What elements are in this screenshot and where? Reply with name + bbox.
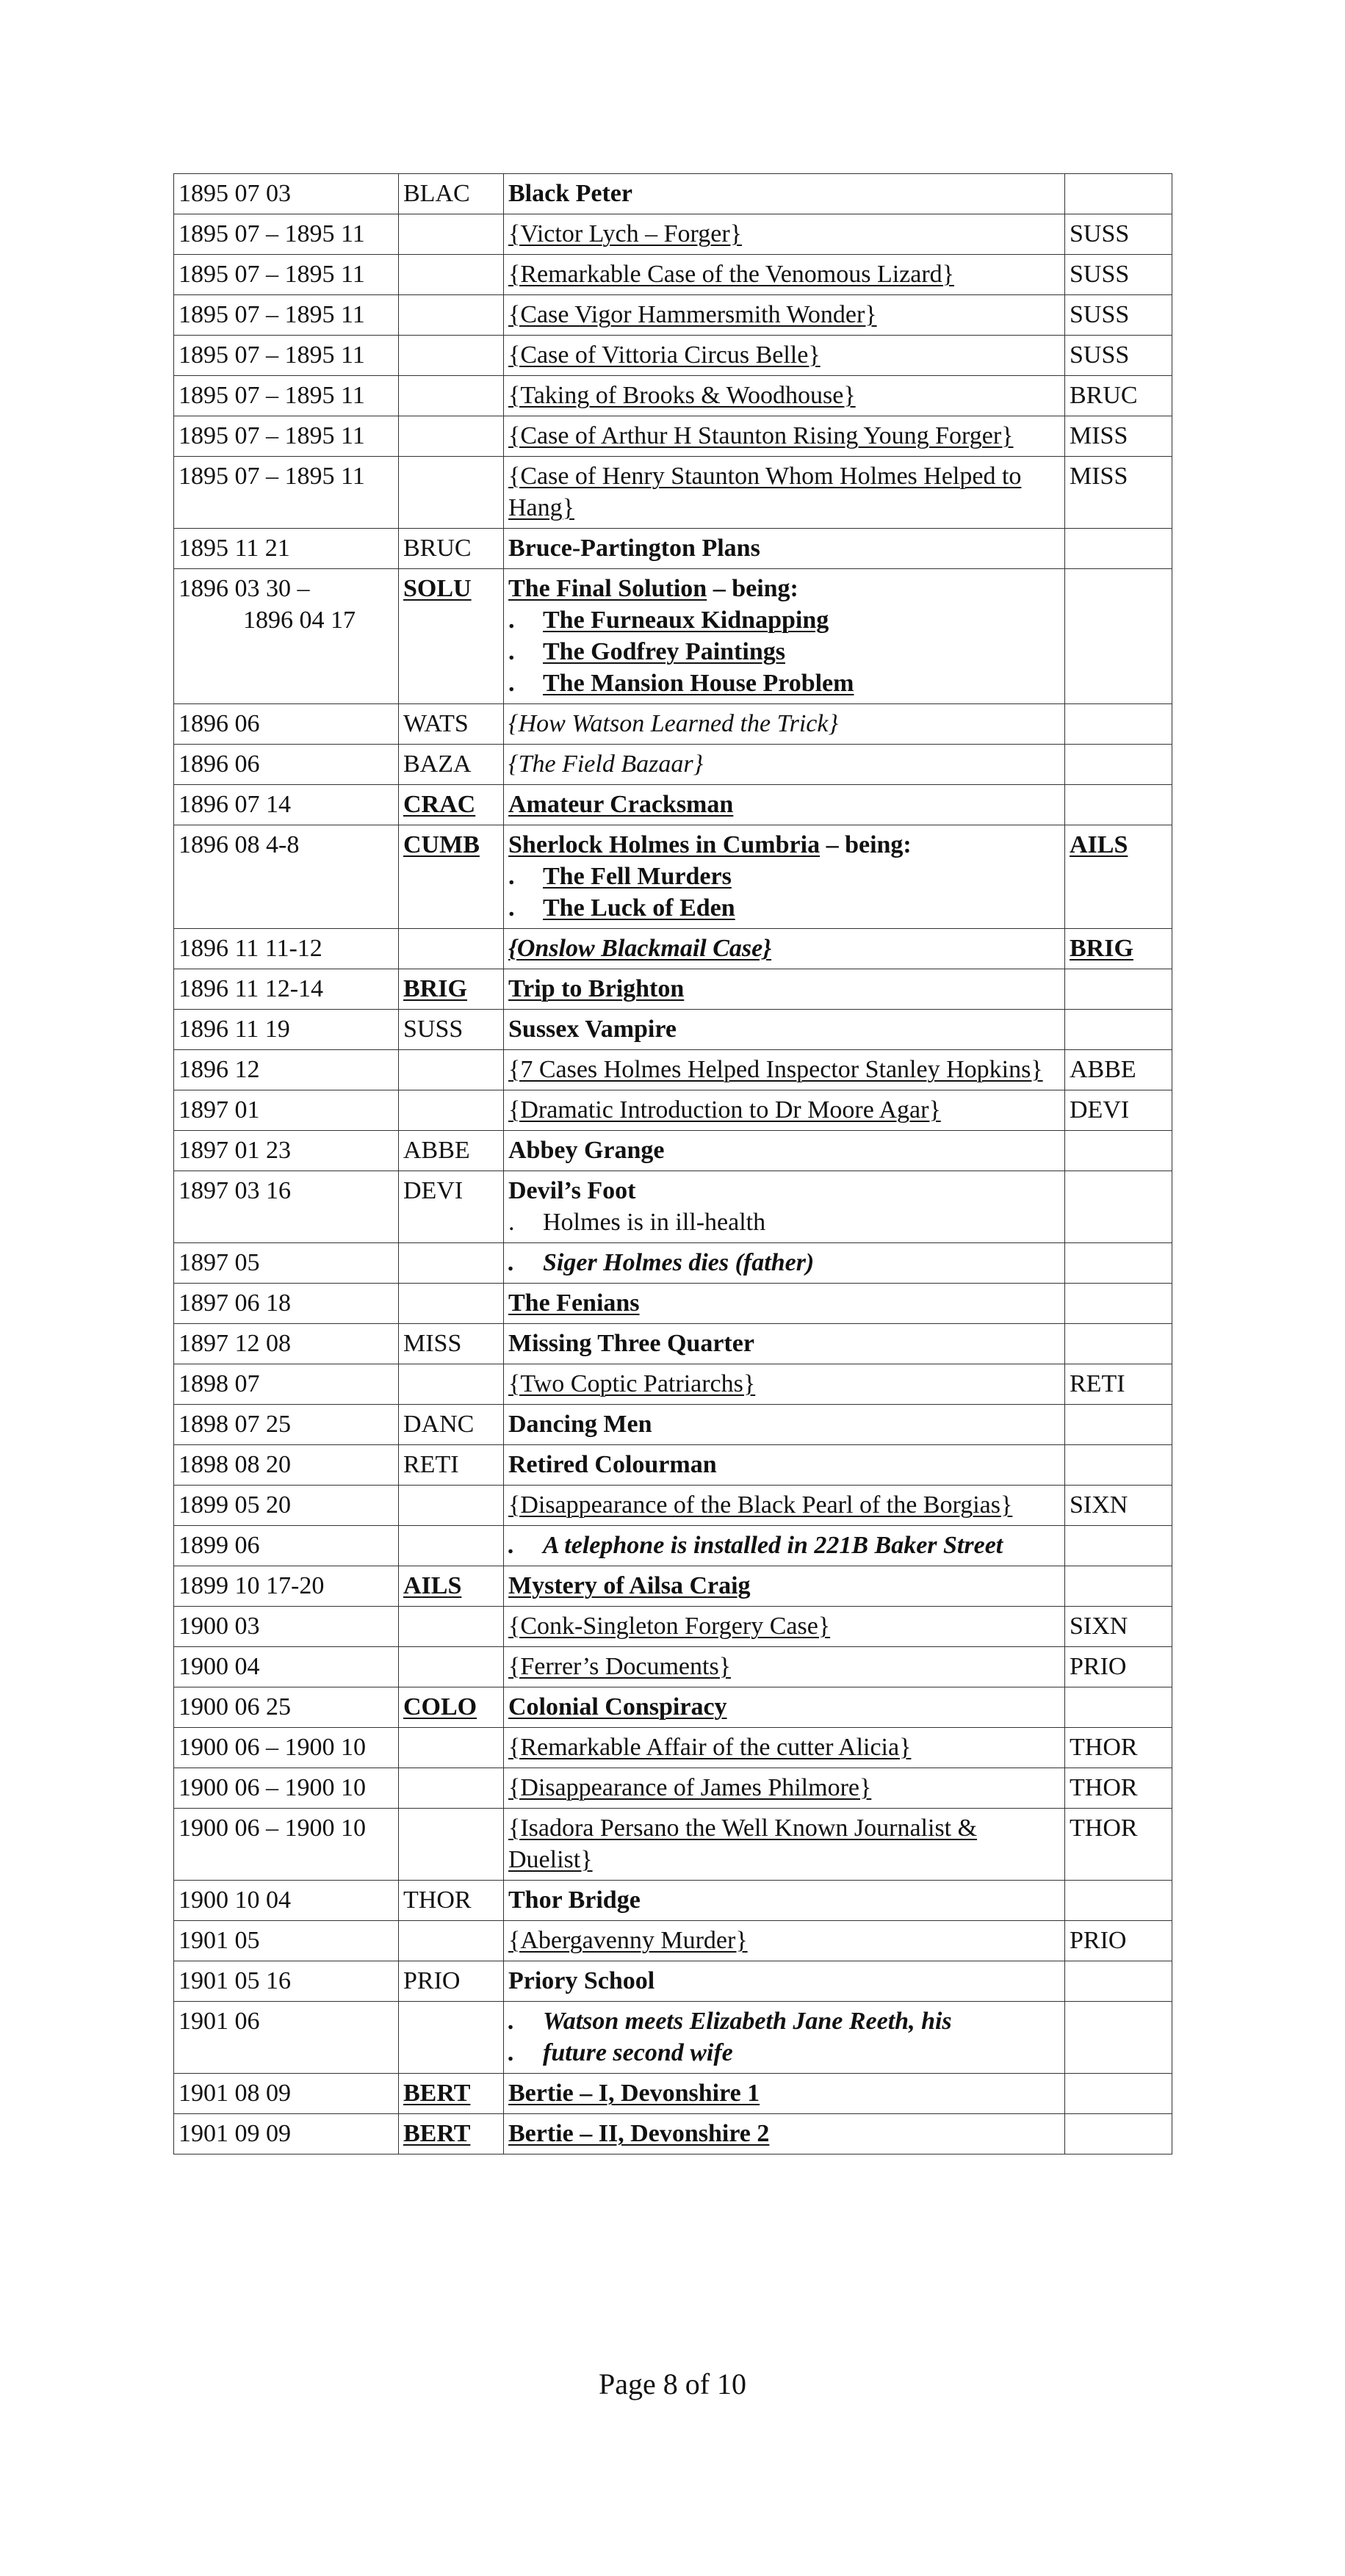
table-row	[174, 1607, 1172, 1647]
title-cell	[504, 929, 1065, 969]
story-title: Devil’s Foot	[508, 1177, 636, 1204]
date-cell: 1895 07 – 1895 11	[174, 416, 399, 457]
untold-case-link[interactable]: {Two Coptic Patriarchs}	[508, 1370, 756, 1397]
code-cell	[399, 2002, 504, 2074]
table-row	[174, 1243, 1172, 1284]
table-row	[174, 174, 1172, 214]
code-cell	[399, 376, 504, 416]
date-cell: 1896 11 11-12	[174, 929, 399, 969]
date-cell: 1900 04	[174, 1647, 399, 1687]
date-cell: 1901 08 09	[174, 2074, 399, 2114]
code-cell	[399, 1090, 504, 1131]
code-cell	[399, 1050, 504, 1090]
story-title[interactable]: Mystery of Ailsa Craig	[508, 1572, 751, 1599]
date-cell: 1900 10 04	[174, 1881, 399, 1921]
table-row	[174, 929, 1172, 969]
story-title: Sussex Vampire	[508, 1016, 677, 1043]
sub-item-label[interactable]: The Luck of Eden	[543, 894, 735, 922]
ref-cell	[1065, 1526, 1172, 1566]
date-cell: 1895 07 – 1895 11	[174, 336, 399, 376]
code-cell: RETI	[399, 1445, 504, 1486]
code-cell	[399, 1921, 504, 1961]
story-code: CRAC	[403, 791, 476, 818]
title-cell	[504, 1687, 1065, 1728]
date-cell: 1898 07 25	[174, 1405, 399, 1445]
event-label: Watson meets Elizabeth Jane Reeth, his	[543, 2008, 952, 2035]
date-cell: 1900 06 25	[174, 1687, 399, 1728]
table-row	[174, 2002, 1172, 2074]
title-cell	[504, 1324, 1065, 1364]
bullet-icon: .	[508, 894, 515, 922]
ref-cell: ABBE	[1065, 1050, 1172, 1090]
code-cell: BRUC	[399, 529, 504, 569]
date-cell: 1895 07 – 1895 11	[174, 214, 399, 255]
table-row	[174, 785, 1172, 825]
story-title[interactable]: Colonial Conspiracy	[508, 1693, 727, 1721]
title-suffix: – being:	[707, 575, 798, 602]
code-cell: WATS	[399, 704, 504, 745]
untold-case-link[interactable]: {Victor Lych – Forger}	[508, 220, 742, 247]
ref-cell	[1065, 1131, 1172, 1171]
code-cell	[399, 1364, 504, 1405]
code-cell: SUSS	[399, 1010, 504, 1050]
ref-cell	[1065, 1010, 1172, 1050]
story-title: Abbey Grange	[508, 1137, 665, 1164]
title-cell	[504, 457, 1065, 529]
ref-cell: SIXN	[1065, 1607, 1172, 1647]
ref-cell: SIXN	[1065, 1486, 1172, 1526]
table-row	[174, 1961, 1172, 2002]
sub-item-label[interactable]: The Godfrey Paintings	[543, 638, 785, 665]
story-code: SOLU	[403, 575, 472, 602]
title-cell	[504, 1364, 1065, 1405]
code-cell	[399, 569, 504, 704]
title-cell	[504, 1961, 1065, 2002]
bullet-icon: .	[508, 863, 515, 890]
table-row	[174, 376, 1172, 416]
ref-cell: SUSS	[1065, 336, 1172, 376]
date-cell: 1899 06	[174, 1526, 399, 1566]
ref-cell	[1065, 2114, 1172, 2154]
code-cell	[399, 295, 504, 336]
bullet-icon: .	[508, 670, 515, 697]
bullet-icon: .	[508, 1249, 515, 1276]
date-cell: 1900 06 – 1900 10	[174, 1728, 399, 1768]
title-cell	[504, 255, 1065, 295]
story-code: BERT	[403, 2080, 471, 2107]
title-cell	[504, 416, 1065, 457]
code-cell: BAZA	[399, 745, 504, 785]
table-row	[174, 457, 1172, 529]
ref-cell: MISS	[1065, 416, 1172, 457]
title-cell	[504, 1405, 1065, 1445]
ref-cell: SUSS	[1065, 214, 1172, 255]
event-note	[508, 2037, 1060, 2069]
code-cell	[399, 214, 504, 255]
title-cell	[504, 1647, 1065, 1687]
ref-code: AILS	[1070, 831, 1128, 858]
title-cell	[504, 1243, 1065, 1284]
table-row	[174, 1921, 1172, 1961]
ref-cell	[1065, 174, 1172, 214]
sub-item-label[interactable]: The Fell Murders	[543, 863, 732, 890]
title-cell	[504, 2114, 1065, 2154]
code-cell: BLAC	[399, 174, 504, 214]
date-cell	[174, 569, 399, 704]
story-title[interactable]: Trip to Brighton	[508, 975, 685, 1002]
code-cell	[399, 1687, 504, 1728]
date-cell: 1895 11 21	[174, 529, 399, 569]
date-cell: 1895 07 – 1895 11	[174, 295, 399, 336]
story-title: Retired Colourman	[508, 1451, 717, 1478]
event-note	[508, 1247, 1060, 1278]
table-row	[174, 1010, 1172, 1050]
date-cell: 1897 06 18	[174, 1284, 399, 1324]
title-cell	[504, 295, 1065, 336]
date-cell: 1899 10 17-20	[174, 1566, 399, 1607]
sub-item	[508, 892, 1060, 924]
table-row	[174, 1566, 1172, 1607]
code-cell	[399, 255, 504, 295]
ref-cell	[1065, 1881, 1172, 1921]
title-cell	[504, 1090, 1065, 1131]
sub-item	[508, 604, 1060, 636]
code-cell	[399, 929, 504, 969]
code-cell	[399, 416, 504, 457]
table-row	[174, 416, 1172, 457]
sub-item	[508, 1206, 1060, 1238]
table-row	[174, 1284, 1172, 1324]
date-cell: 1896 11 12-14	[174, 969, 399, 1010]
date-cell: 1896 12	[174, 1050, 399, 1090]
table-row	[174, 255, 1172, 295]
title-cell	[504, 1921, 1065, 1961]
title-cell	[504, 1728, 1065, 1768]
event-label: Siger Holmes dies (father)	[543, 1249, 815, 1276]
table-row	[174, 1050, 1172, 1090]
ref-cell	[1065, 1284, 1172, 1324]
ref-cell	[1065, 825, 1172, 929]
code-cell	[399, 969, 504, 1010]
untold-case-link[interactable]: {Isadora Persano the Well Known Journalist & Duelist}	[508, 1815, 978, 1873]
title-cell	[504, 1526, 1065, 1566]
title-cell	[504, 969, 1065, 1010]
table-row	[174, 569, 1172, 704]
event-label: future second wife	[543, 2039, 733, 2066]
table-row	[174, 1526, 1172, 1566]
title-cell	[504, 745, 1065, 785]
sub-item	[508, 861, 1060, 892]
table-row	[174, 529, 1172, 569]
code-cell	[399, 1526, 504, 1566]
ref-cell	[1065, 1687, 1172, 1728]
date-start: 1896 03 30 –	[179, 575, 310, 602]
untold-case-link[interactable]: {Conk-Singleton Forgery Case}	[508, 1613, 831, 1640]
ref-cell: THOR	[1065, 1809, 1172, 1881]
ref-cell	[1065, 1171, 1172, 1243]
title-cell	[504, 1010, 1065, 1050]
table-row	[174, 1687, 1172, 1728]
code-cell	[399, 1728, 504, 1768]
story-title: {How Watson Learned the Trick}	[508, 710, 839, 737]
code-cell: ABBE	[399, 1131, 504, 1171]
table-row	[174, 745, 1172, 785]
sub-item-label[interactable]: The Furneaux Kidnapping	[543, 607, 829, 634]
date-cell: 1899 05 20	[174, 1486, 399, 1526]
ref-cell	[1065, 2002, 1172, 2074]
date-cell: 1896 07 14	[174, 785, 399, 825]
title-cell	[504, 1809, 1065, 1881]
title-cell	[504, 1881, 1065, 1921]
date-cell: 1901 09 09	[174, 2114, 399, 2154]
table-row	[174, 214, 1172, 255]
untold-case-link[interactable]: {Onslow Blackmail Case}	[508, 935, 772, 962]
title-cell	[504, 1607, 1065, 1647]
ref-cell: DEVI	[1065, 1090, 1172, 1131]
title-cell	[504, 825, 1065, 929]
event-note	[508, 1530, 1060, 1561]
untold-case-link[interactable]: {Remarkable Case of the Venomous Lizard}	[508, 261, 955, 288]
title-cell	[504, 1768, 1065, 1809]
code-cell	[399, 1486, 504, 1526]
story-title: Thor Bridge	[508, 1886, 641, 1914]
story-title[interactable]: Amateur Cracksman	[508, 791, 734, 818]
story-title[interactable]: The Final Solution	[508, 575, 707, 602]
event-label: A telephone is installed in 221B Baker Street	[543, 1532, 1003, 1559]
title-suffix: – being:	[820, 831, 912, 858]
ref-cell: PRIO	[1065, 1647, 1172, 1687]
code-cell	[399, 1768, 504, 1809]
ref-cell	[1065, 1324, 1172, 1364]
ref-cell: THOR	[1065, 1728, 1172, 1768]
chronology-table	[173, 173, 1172, 2154]
title-cell	[504, 1284, 1065, 1324]
untold-case-link[interactable]: {Dramatic Introduction to Dr Moore Agar}	[508, 1096, 941, 1124]
ref-cell: THOR	[1065, 1768, 1172, 1809]
date-cell: 1895 07 – 1895 11	[174, 457, 399, 529]
code-cell	[399, 1809, 504, 1881]
story-code: CUMB	[403, 831, 480, 858]
code-cell	[399, 1647, 504, 1687]
story-title: Bruce-Partington Plans	[508, 535, 760, 562]
table-row	[174, 1647, 1172, 1687]
bullet-icon: .	[508, 2039, 515, 2066]
story-code: BRIG	[403, 975, 467, 1002]
table-row	[174, 704, 1172, 745]
story-title[interactable]: Sherlock Holmes in Cumbria	[508, 831, 821, 858]
date-end: 1896 04 17	[243, 607, 356, 634]
table-row	[174, 1405, 1172, 1445]
story-title: Black Peter	[508, 180, 632, 207]
ref-cell	[1065, 969, 1172, 1010]
ref-cell	[1065, 2074, 1172, 2114]
date-cell: 1901 05 16	[174, 1961, 399, 2002]
title-cell	[504, 1131, 1065, 1171]
date-cell: 1896 06	[174, 704, 399, 745]
date-cell: 1895 07 – 1895 11	[174, 255, 399, 295]
untold-case-link[interactable]: {Abergavenny Murder}	[508, 1927, 748, 1954]
untold-case-link[interactable]: {Case Vigor Hammersmith Wonder}	[508, 301, 877, 328]
ref-cell	[1065, 1243, 1172, 1284]
bullet-icon: .	[508, 1532, 515, 1559]
title-cell	[504, 785, 1065, 825]
title-cell	[504, 529, 1065, 569]
title-cell	[504, 1486, 1065, 1526]
table-row	[174, 1445, 1172, 1486]
code-cell	[399, 785, 504, 825]
story-title: {The Field Bazaar}	[508, 750, 704, 778]
ref-cell	[1065, 1445, 1172, 1486]
table-row	[174, 1324, 1172, 1364]
untold-case-link[interactable]: {Case of Henry Staunton Whom Holmes Helped to Hang}	[508, 463, 1022, 521]
ref-code: BRIG	[1070, 935, 1133, 962]
date-cell: 1895 07 – 1895 11	[174, 376, 399, 416]
untold-case-link[interactable]: {Case of Arthur H Staunton Rising Young Forger}	[508, 422, 1014, 449]
code-cell	[399, 2074, 504, 2114]
table-row	[174, 336, 1172, 376]
untold-case-link[interactable]: {Disappearance of James Philmore}	[508, 1774, 872, 1801]
table-row	[174, 2074, 1172, 2114]
date-cell: 1897 05	[174, 1243, 399, 1284]
code-cell: DANC	[399, 1405, 504, 1445]
ref-cell: SUSS	[1065, 295, 1172, 336]
ref-cell	[1065, 704, 1172, 745]
title-cell	[504, 1445, 1065, 1486]
table-row	[174, 1131, 1172, 1171]
bullet-icon: .	[508, 607, 515, 634]
story-title: Dancing Men	[508, 1411, 652, 1438]
date-cell: 1898 08 20	[174, 1445, 399, 1486]
table-row	[174, 295, 1172, 336]
title-cell	[504, 1171, 1065, 1243]
code-cell	[399, 457, 504, 529]
bullet-icon: .	[508, 638, 515, 665]
untold-case-link[interactable]: {Taking of Brooks & Woodhouse}	[508, 382, 856, 409]
untold-case-link[interactable]: {7 Cases Holmes Helped Inspector Stanley Hopkins}	[508, 1056, 1043, 1083]
ref-cell	[1065, 1405, 1172, 1445]
date-cell: 1897 01 23	[174, 1131, 399, 1171]
ref-cell	[1065, 529, 1172, 569]
table-row	[174, 1768, 1172, 1809]
story-code: BERT	[403, 2120, 471, 2147]
date-cell: 1900 03	[174, 1607, 399, 1647]
date-cell: 1898 07	[174, 1364, 399, 1405]
page-number: Page 8 of 10	[598, 2367, 747, 2400]
code-cell: PRIO	[399, 1961, 504, 2002]
ref-cell	[1065, 929, 1172, 969]
table-row	[174, 1728, 1172, 1768]
code-cell	[399, 1243, 504, 1284]
ref-cell: BRUC	[1065, 376, 1172, 416]
date-cell: 1896 11 19	[174, 1010, 399, 1050]
table-row	[174, 1364, 1172, 1405]
ref-cell	[1065, 785, 1172, 825]
ref-cell: PRIO	[1065, 1921, 1172, 1961]
bullet-icon: .	[508, 1209, 515, 1236]
story-code: AILS	[403, 1572, 462, 1599]
untold-case-link[interactable]: {Remarkable Affair of the cutter Alicia}	[508, 1734, 912, 1761]
code-cell: THOR	[399, 1881, 504, 1921]
story-title: Missing Three Quarter	[508, 1330, 754, 1357]
untold-case-link[interactable]: {Ferrer’s Documents}	[508, 1653, 731, 1680]
ref-cell: SUSS	[1065, 255, 1172, 295]
ref-cell	[1065, 569, 1172, 704]
code-cell: MISS	[399, 1324, 504, 1364]
code-cell	[399, 2114, 504, 2154]
table-row	[174, 1486, 1172, 1526]
date-cell: 1897 03 16	[174, 1171, 399, 1243]
code-cell	[399, 825, 504, 929]
table-row	[174, 825, 1172, 929]
bullet-icon: .	[508, 2008, 515, 2035]
table-row	[174, 1809, 1172, 1881]
table-row	[174, 1090, 1172, 1131]
title-cell	[504, 376, 1065, 416]
table-row	[174, 1171, 1172, 1243]
date-cell: 1896 06	[174, 745, 399, 785]
ref-cell	[1065, 745, 1172, 785]
ref-cell: RETI	[1065, 1364, 1172, 1405]
date-cell: 1901 06	[174, 2002, 399, 2074]
sub-item-label[interactable]: The Mansion House Problem	[543, 670, 854, 697]
title-cell	[504, 214, 1065, 255]
ref-cell	[1065, 1961, 1172, 2002]
title-cell	[504, 1050, 1065, 1090]
date-cell: 1901 05	[174, 1921, 399, 1961]
story-code: COLO	[403, 1693, 477, 1721]
date-cell: 1896 08 4-8	[174, 825, 399, 929]
story-title[interactable]: Bertie – II, Devonshire 2	[508, 2120, 770, 2147]
date-cell: 1900 06 – 1900 10	[174, 1809, 399, 1881]
date-cell: 1900 06 – 1900 10	[174, 1768, 399, 1809]
code-cell	[399, 1607, 504, 1647]
title-cell	[504, 174, 1065, 214]
date-cell: 1897 12 08	[174, 1324, 399, 1364]
sub-item	[508, 667, 1060, 699]
event-note	[508, 2005, 1060, 2037]
sub-item-label: Holmes is in ill-health	[543, 1209, 766, 1236]
table-row	[174, 2114, 1172, 2154]
title-cell	[504, 2074, 1065, 2114]
title-cell	[504, 2002, 1065, 2074]
title-cell	[504, 336, 1065, 376]
title-cell	[504, 1566, 1065, 1607]
title-cell	[504, 704, 1065, 745]
story-title: Priory School	[508, 1967, 655, 1994]
code-cell	[399, 1284, 504, 1324]
ref-cell: MISS	[1065, 457, 1172, 529]
code-cell	[399, 336, 504, 376]
code-cell	[399, 1566, 504, 1607]
table-row	[174, 969, 1172, 1010]
story-title[interactable]: The Fenians	[508, 1289, 640, 1317]
title-cell	[504, 569, 1065, 704]
table-row	[174, 1881, 1172, 1921]
untold-case-link[interactable]: {Disappearance of the Black Pearl of the Borgias}	[508, 1491, 1013, 1519]
date-cell: 1895 07 03	[174, 174, 399, 214]
ref-cell	[1065, 1566, 1172, 1607]
untold-case-link[interactable]: {Case of Vittoria Circus Belle}	[508, 341, 821, 369]
sub-item	[508, 636, 1060, 667]
date-cell: 1897 01	[174, 1090, 399, 1131]
story-title[interactable]: Bertie – I, Devonshire 1	[508, 2080, 760, 2107]
code-cell: DEVI	[399, 1171, 504, 1243]
